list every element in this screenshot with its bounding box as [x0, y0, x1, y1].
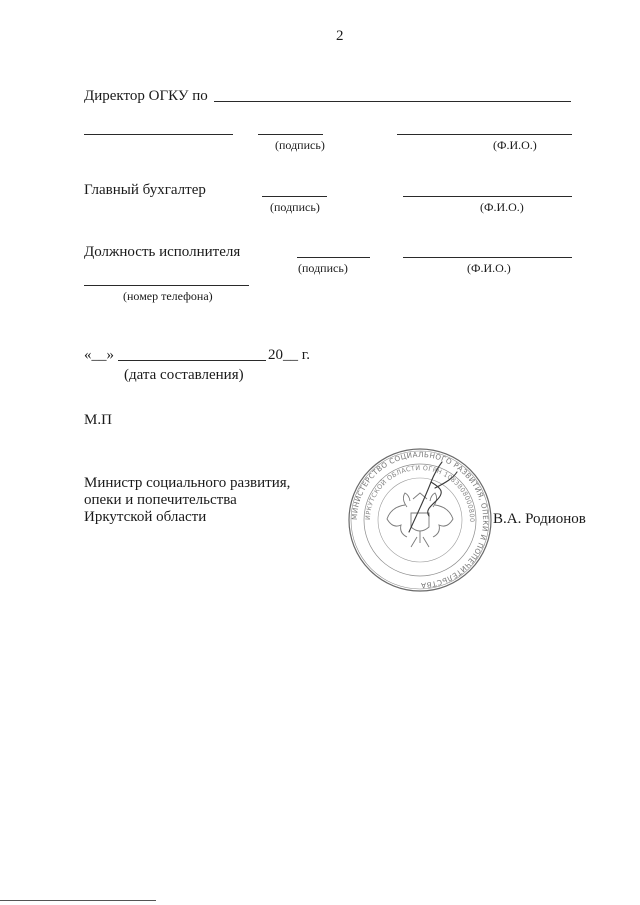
executor-signature-line	[297, 257, 370, 258]
director-signature-line	[258, 134, 323, 135]
executor-phone-line	[84, 285, 249, 286]
executor-signature-caption: (подпись)	[298, 261, 348, 275]
seal-place-label: М.П	[84, 412, 112, 428]
executor-phone-caption: (номер телефона)	[123, 289, 213, 303]
date-year: 20__ г.	[268, 347, 310, 363]
footnote-separator-line	[0, 900, 156, 901]
minister-title-line-3: Иркутской области	[84, 509, 207, 525]
stamp-inner-ring-text: ИРКУТСКОЙ ОБЛАСТИ ОГРН 1083808000800	[363, 463, 477, 523]
director-position-line	[84, 134, 233, 135]
chief-accountant-name-line	[403, 196, 572, 197]
chief-accountant-label: Главный бухгалтер	[84, 182, 206, 198]
minister-title-line-1: Министр социального развития,	[84, 475, 291, 491]
chief-accountant-name-caption: (Ф.И.О.)	[480, 200, 524, 214]
director-org-line	[214, 101, 571, 102]
executor-name-line	[403, 257, 572, 258]
executor-label: Должность исполнителя	[84, 244, 241, 260]
minister-name: В.А. Родионов	[493, 511, 586, 527]
chief-accountant-signature-line	[262, 196, 327, 197]
chief-accountant-signature-caption: (подпись)	[270, 200, 320, 214]
executor-name-caption: (Ф.И.О.)	[467, 261, 511, 275]
page-number: 2	[336, 28, 344, 44]
date-caption: (дата составления)	[124, 367, 244, 383]
director-name-caption: (Ф.И.О.)	[493, 138, 537, 152]
director-name-line	[397, 134, 572, 135]
director-label: Директор ОГКУ по	[84, 88, 208, 104]
stamp-outer-ring-text: МИНИСТЕРСТВО СОЦИАЛЬНОГО РАЗВИТИЯ, ОПЕКИ И ПОПЕЧИТЕЛЬСТВА	[349, 449, 491, 591]
date-day-quote: «__»	[84, 347, 114, 363]
handwritten-signature	[395, 458, 465, 538]
director-signature-caption: (подпись)	[275, 138, 325, 152]
minister-title-line-2: опеки и попечительства	[84, 492, 237, 508]
date-month-line	[118, 360, 266, 361]
